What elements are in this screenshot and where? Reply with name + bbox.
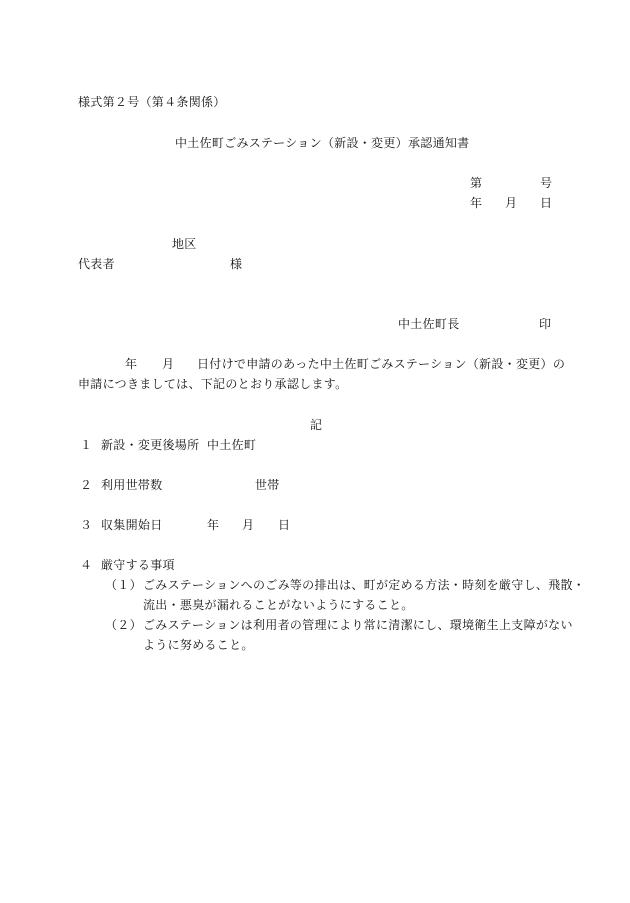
issuer-seal: 印 (539, 317, 552, 331)
body-month: 月 (162, 357, 175, 371)
item2-unit: 世帯 (255, 478, 280, 492)
item3-number: ３ (80, 518, 93, 532)
number-dai: 第 (470, 176, 483, 190)
item1-value: 中土佐町 (207, 438, 257, 452)
issuer-name: 中土佐町長 (398, 317, 460, 331)
addressee-sama: 様 (230, 257, 243, 271)
ki-heading: 記 (310, 418, 323, 432)
body-year: 年 (125, 357, 138, 371)
item3-label: 収集開始日 (101, 518, 163, 532)
item4-label: 厳守する事項 (101, 558, 175, 572)
body-line2: 申請につきましては、下記のとおり承認します。 (78, 377, 348, 391)
item4-sub2-line1: ごみステーションは利用者の管理により常に清潔にし、環境衛生上支障がない (143, 618, 573, 632)
item4-sub2-number: （２） (105, 618, 142, 632)
item3-day: 日 (278, 518, 291, 532)
date-day: 日 (540, 196, 553, 210)
item4-sub1-number: （１） (105, 578, 142, 592)
item2-label: 利用世帯数 (101, 478, 163, 492)
item4-number: ４ (80, 558, 93, 572)
item3-month: 月 (242, 518, 255, 532)
item3-year: 年 (207, 518, 220, 532)
item4-sub1-line1: ごみステーションへのごみ等の排出は、町が定める方法・時刻を厳守し、飛散・ (143, 578, 586, 592)
date-month: 月 (505, 196, 518, 210)
form-label: 様式第２号（第４条関係） (78, 95, 226, 109)
date-year: 年 (470, 196, 483, 210)
item2-number: ２ (80, 478, 93, 492)
item4-sub1-line2: 流出・悪臭が漏れることがないようにすること。 (143, 598, 414, 612)
addressee-district: 地区 (172, 237, 197, 251)
item4-sub2-line2: ように努めること。 (143, 638, 254, 652)
item1-label: 新設・変更後場所 (101, 438, 200, 452)
number-go: 号 (540, 176, 553, 190)
item1-number: １ (80, 438, 93, 452)
addressee-representative: 代表者 (78, 257, 115, 271)
body-line1: 日付けで申請のあった中土佐町ごみステーション（新設・変更）の (197, 357, 566, 371)
document-title: 中土佐町ごみステーション（新設・変更）承認通知書 (175, 136, 470, 150)
